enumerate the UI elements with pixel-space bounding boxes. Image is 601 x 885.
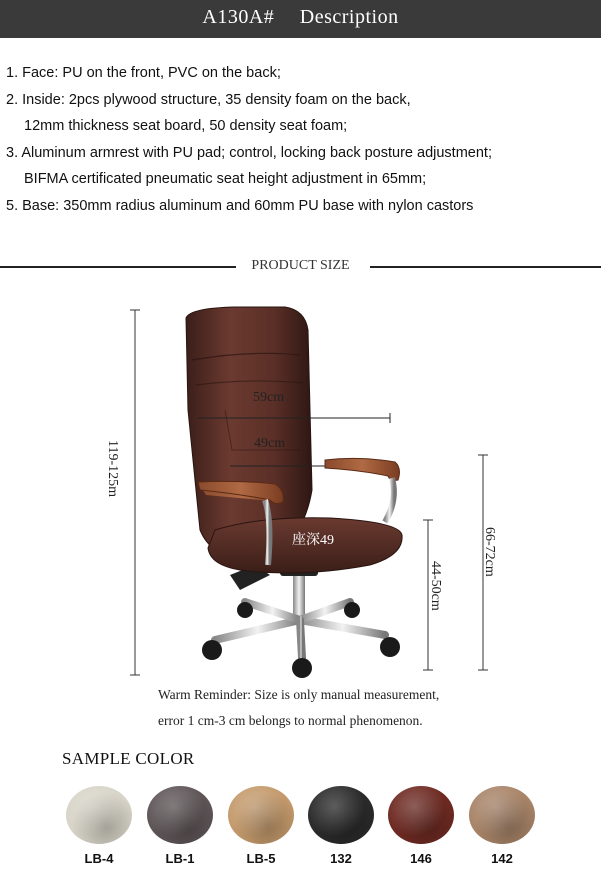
description-line: 5. Base: 350mm radius aluminum and 60mm PU base with nylon castors xyxy=(6,197,474,214)
total-height-label: 119-125m xyxy=(105,440,120,498)
swatch-lb-4 xyxy=(66,786,132,844)
sample-color-heading: SAMPLE COLOR xyxy=(62,749,195,768)
back-width-label: 59cm xyxy=(253,390,285,405)
seat-width-label: 49cm xyxy=(254,436,286,451)
swatch-lb-5 xyxy=(228,786,294,844)
seat-height-label: 44-50cm xyxy=(428,561,443,611)
model-number: A130A# xyxy=(202,6,275,28)
description-heading: Description xyxy=(299,6,399,28)
reminder-line: error 1 cm-3 cm belongs to normal phenomenon. xyxy=(158,713,423,728)
title xyxy=(0,6,601,29)
description-line: 2. Inside: 2pcs plywood structure, 35 density foam on the back, xyxy=(6,91,411,108)
swatch-label: LB-4 xyxy=(84,851,114,866)
reminder-line: Warm Reminder: Size is only manual measurement, xyxy=(158,687,440,702)
description-line: 1. Face: PU on the front, PVC on the back; xyxy=(6,65,281,81)
chair-image xyxy=(0,290,601,690)
swatch-132 xyxy=(308,786,374,844)
description-line: 3. Aluminum armrest with PU pad; control, locking back posture adjustment; xyxy=(6,144,492,161)
swatch-label: 142 xyxy=(491,851,513,866)
swatch-label: 132 xyxy=(330,851,352,866)
arm-height-label: 66-72cm xyxy=(482,527,497,577)
product-size-heading: PRODUCT SIZE xyxy=(251,258,350,273)
swatch-146 xyxy=(388,786,454,844)
swatch-142 xyxy=(469,786,535,844)
swatch-label: LB-1 xyxy=(165,851,195,866)
description-list xyxy=(6,60,596,219)
swatch-lb-1 xyxy=(147,786,213,844)
swatch-label: 146 xyxy=(410,851,432,866)
title-bar xyxy=(0,0,601,38)
description-line: 12mm thickness seat board, 50 density seat foam; xyxy=(24,118,348,134)
description-line: BIFMA certificated pneumatic seat height adjustment in 65mm; xyxy=(24,171,427,187)
seat-depth-label: 座深49 xyxy=(292,533,334,548)
swatch-label: LB-5 xyxy=(246,851,276,866)
